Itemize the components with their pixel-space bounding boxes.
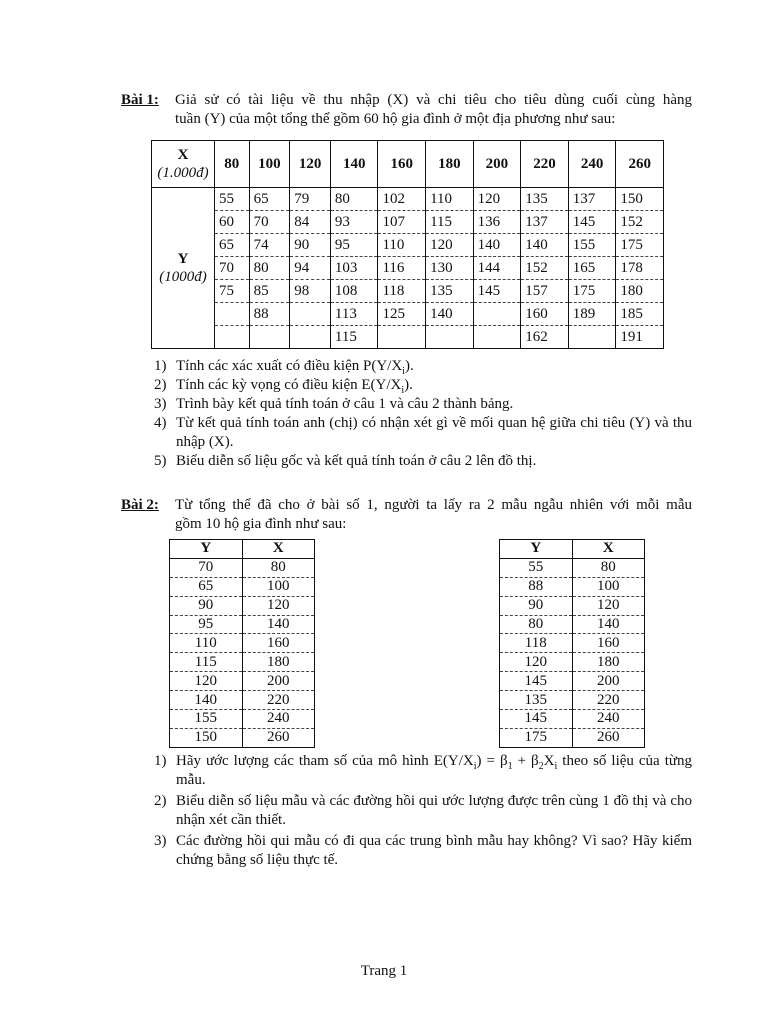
table-row — [500, 615, 645, 634]
table-cell: 88 — [249, 303, 290, 326]
table-cell: 95 — [330, 234, 378, 257]
table-cell: 191 — [616, 326, 664, 349]
table-cell: 136 — [473, 211, 521, 234]
table-cell: 70 — [249, 211, 290, 234]
table-row — [170, 615, 315, 634]
table-cell: 220 — [242, 691, 315, 710]
table-cell: 185 — [616, 303, 664, 326]
table-cell: 80 — [330, 188, 378, 211]
table-cell: 165 — [568, 257, 616, 280]
table-cell: 200 — [242, 672, 315, 691]
question-number: 4) — [154, 415, 167, 431]
table-row — [500, 728, 645, 747]
bai2-intro-line2: gồm 10 hộ gia đình như sau: — [175, 516, 347, 532]
table-cell: 140 — [473, 234, 521, 257]
table-cell: 160 — [242, 634, 315, 653]
table-cell: 135 — [500, 691, 573, 710]
table-cell — [215, 303, 250, 326]
table-cell: 110 — [426, 188, 474, 211]
bai1-question-2 — [154, 376, 692, 395]
table-row — [170, 634, 315, 653]
table-cell: 88 — [500, 577, 573, 596]
table-row — [170, 710, 315, 729]
x-value-header: 80 — [215, 141, 250, 188]
table-cell: 220 — [572, 691, 645, 710]
table-cell: 55 — [500, 558, 573, 577]
x-value-header: 160 — [378, 141, 426, 188]
bai2-questions — [154, 752, 692, 870]
table-cell: 145 — [500, 710, 573, 729]
table-cell — [426, 326, 474, 349]
table-cell: 75 — [215, 280, 250, 303]
table-cell: 93 — [330, 211, 378, 234]
bai2-question-2 — [154, 792, 692, 830]
question-number: 5) — [154, 453, 167, 469]
x-value-header: 260 — [616, 141, 664, 188]
table-cell: 85 — [249, 280, 290, 303]
table-cell: 100 — [572, 577, 645, 596]
table-cell: 178 — [616, 257, 664, 280]
y-label-cell — [152, 188, 215, 349]
table-cell: 240 — [242, 710, 315, 729]
q1-text-c: + β — [512, 753, 539, 769]
table-cell: 157 — [521, 280, 569, 303]
table-cell: 155 — [568, 234, 616, 257]
question-number: 3) — [154, 396, 167, 412]
table-cell: 80 — [242, 558, 315, 577]
page-footer — [0, 962, 768, 981]
table-cell: 98 — [290, 280, 331, 303]
table-cell: 135 — [426, 280, 474, 303]
table-cell: 145 — [568, 211, 616, 234]
table-row — [500, 558, 645, 577]
table-row — [170, 558, 315, 577]
bai2-question-1 — [154, 752, 692, 790]
table-cell: 140 — [170, 691, 243, 710]
table-row — [170, 577, 315, 596]
table-cell: 120 — [473, 188, 521, 211]
table-cell: 90 — [500, 596, 573, 615]
q1-text-e: theo số liệu của từng mẫu. — [176, 753, 692, 788]
sample2-x-header: X — [572, 540, 645, 559]
question-subscript: i — [402, 366, 405, 377]
table-cell: 145 — [473, 280, 521, 303]
x-value-header: 120 — [290, 141, 331, 188]
table-cell: 55 — [215, 188, 250, 211]
table-cell: 260 — [572, 728, 645, 747]
question-number: 2) — [154, 377, 167, 393]
table-cell: 115 — [170, 653, 243, 672]
table-cell: 120 — [170, 672, 243, 691]
bai2-heading: Bài 2: — [121, 497, 159, 513]
table-cell: 79 — [290, 188, 331, 211]
y-unit: (1000đ) — [159, 269, 207, 285]
table-cell: 140 — [426, 303, 474, 326]
question-tail: ). — [404, 358, 414, 374]
table-row — [500, 577, 645, 596]
table-cell: 180 — [616, 280, 664, 303]
table-cell: 120 — [500, 653, 573, 672]
table-cell: 102 — [378, 188, 426, 211]
question-text: Tính các xác xuất có điều kiện P(Y/X — [176, 358, 403, 374]
table-cell — [568, 326, 616, 349]
table-cell: 140 — [572, 615, 645, 634]
table-cell: 80 — [500, 615, 573, 634]
sample1-table — [169, 539, 315, 748]
table-cell: 130 — [426, 257, 474, 280]
bai2-intro-line1: Từ tổng thể đã cho ở bài số 1, người ta lấy ra 2 mẫu ngẫu nhiên với mỗi mẫu — [175, 497, 692, 513]
bai1-questions — [154, 357, 692, 471]
table-header-row — [152, 141, 664, 188]
question-number: 1) — [154, 358, 167, 374]
table-cell: 115 — [426, 211, 474, 234]
table-cell: 140 — [242, 615, 315, 634]
sample1-x-header: X — [242, 540, 315, 559]
table-cell: 65 — [249, 188, 290, 211]
x-label: X — [177, 147, 189, 163]
table-row — [152, 280, 664, 303]
x-value-header: 140 — [330, 141, 378, 188]
table-cell: 140 — [521, 234, 569, 257]
table-cell: 150 — [170, 728, 243, 747]
table-row — [500, 672, 645, 691]
question-text: Biểu diễn số liệu gốc và kết quả tính toán ở câu 2 lên đồ thị. — [176, 453, 537, 469]
table-cell: 107 — [378, 211, 426, 234]
table-cell: 120 — [426, 234, 474, 257]
x-unit: (1.000đ) — [157, 165, 209, 181]
table-row — [152, 326, 664, 349]
table-cell — [290, 326, 331, 349]
bai1-heading: Bài 1: — [121, 92, 159, 108]
bai1-intro-line2: tuần (Y) của một tổng thể gồm 60 hộ gia đình ở một địa phương như sau: — [175, 111, 616, 127]
q1-sub-2: 2 — [538, 761, 544, 772]
table-cell: 175 — [616, 234, 664, 257]
table-cell: 80 — [572, 558, 645, 577]
table-cell: 74 — [249, 234, 290, 257]
table-cell — [378, 326, 426, 349]
question-text: Từ kết quả tính toán anh (chị) có nhận xét gì về mối quan hệ giữa chi tiêu (Y) và thu nhập (X). — [176, 415, 692, 450]
q1-sub-1: 1 — [507, 761, 513, 772]
table-cell: 103 — [330, 257, 378, 280]
table-cell: 118 — [378, 280, 426, 303]
sample2-table — [499, 539, 645, 748]
table-cell: 116 — [378, 257, 426, 280]
table-row — [170, 672, 315, 691]
table-cell: 137 — [521, 211, 569, 234]
sample2-y-header: Y — [500, 540, 573, 559]
table-cell: 175 — [500, 728, 573, 747]
table-row — [170, 728, 315, 747]
income-expenditure-table — [151, 140, 664, 349]
bai1-intro — [175, 91, 692, 129]
table-cell: 240 — [572, 710, 645, 729]
table-cell: 125 — [378, 303, 426, 326]
table-cell: 95 — [170, 615, 243, 634]
question-subscript: i — [401, 385, 405, 396]
table-cell: 152 — [616, 211, 664, 234]
table-row — [500, 653, 645, 672]
question-text: Tính các kỳ vọng có điều kiện E(Y/X — [176, 377, 402, 393]
table-cell: 155 — [170, 710, 243, 729]
table-row — [170, 653, 315, 672]
table-cell: 135 — [521, 188, 569, 211]
table-cell: 94 — [290, 257, 331, 280]
table-cell: 65 — [215, 234, 250, 257]
q1-text-a: Hãy ước lượng các tham số của mô hình E(Y/X — [176, 753, 474, 769]
table-cell: 70 — [170, 558, 243, 577]
x-value-header: 100 — [249, 141, 290, 188]
x-header-cell — [152, 141, 215, 188]
table-cell — [249, 326, 290, 349]
table-cell — [215, 326, 250, 349]
table-row — [152, 257, 664, 280]
table-cell: 84 — [290, 211, 331, 234]
table-row — [500, 634, 645, 653]
x-value-header: 220 — [521, 141, 569, 188]
x-value-header: 240 — [568, 141, 616, 188]
table-row — [152, 303, 664, 326]
table-cell: 65 — [170, 577, 243, 596]
q1-text-d: X — [543, 753, 555, 769]
question-text: Trình bày kết quả tính toán ở câu 1 và câu 2 thành bảng. — [176, 396, 514, 412]
y-label: Y — [177, 251, 189, 267]
sample1-header-row — [170, 540, 315, 559]
table-cell: 180 — [242, 653, 315, 672]
bai2-question-2-text: Biểu diễn số liệu mẫu và các đường hồi qui ước lượng được trên cùng 1 đồ thị và cho nhận xét cần thiết. — [176, 793, 692, 828]
table-cell: 137 — [568, 188, 616, 211]
table-cell: 260 — [242, 728, 315, 747]
table-row — [170, 596, 315, 615]
bai1-question-5 — [154, 452, 692, 471]
table-cell: 80 — [249, 257, 290, 280]
q1-sub-i: i — [473, 761, 477, 772]
bai1-question-3 — [154, 395, 692, 414]
bai2-intro — [175, 496, 692, 534]
bai2-question-1-num: 1) — [154, 753, 167, 769]
table-cell: 144 — [473, 257, 521, 280]
table-cell — [473, 303, 521, 326]
table-cell: 150 — [616, 188, 664, 211]
table-cell — [290, 303, 331, 326]
sample2-header-row — [500, 540, 645, 559]
table-cell: 70 — [215, 257, 250, 280]
table-row — [152, 234, 664, 257]
table-cell: 162 — [521, 326, 569, 349]
table-cell: 110 — [378, 234, 426, 257]
bai2-question-3-num: 3) — [154, 833, 167, 849]
table-cell: 60 — [215, 211, 250, 234]
q1-sub-i2: i — [554, 761, 558, 772]
table-row — [170, 691, 315, 710]
sample1-y-header: Y — [170, 540, 243, 559]
table-row — [152, 188, 664, 211]
table-cell: 152 — [521, 257, 569, 280]
table-cell: 120 — [572, 596, 645, 615]
table-row — [500, 710, 645, 729]
x-value-header: 180 — [426, 141, 474, 188]
table-row — [152, 211, 664, 234]
bai2-question-3-text: Các đường hồi qui mẫu có đi qua các trung bình mẫu hay không? Vì sao? Hãy kiểm chứng bằng số liệu thực tế. — [176, 833, 692, 868]
bai1-intro-line1: Giả sử có tài liệu về thu nhập (X) và chi tiêu cho tiêu dùng cuối cùng hàng — [175, 92, 692, 108]
table-cell: 108 — [330, 280, 378, 303]
bai2-question-2-num: 2) — [154, 793, 167, 809]
bai2-question-3 — [154, 832, 692, 870]
table-cell: 90 — [290, 234, 331, 257]
question-tail: ). — [404, 377, 413, 393]
table-cell: 90 — [170, 596, 243, 615]
table-cell: 113 — [330, 303, 378, 326]
table-cell: 115 — [330, 326, 378, 349]
table-cell: 100 — [242, 577, 315, 596]
bai1-question-4 — [154, 414, 692, 452]
table-row — [500, 691, 645, 710]
page-number: Trang 1 — [360, 963, 408, 979]
table-cell: 110 — [170, 634, 243, 653]
x-value-header: 200 — [473, 141, 521, 188]
table-cell: 180 — [572, 653, 645, 672]
bai1-question-1 — [154, 357, 692, 376]
table-cell: 118 — [500, 634, 573, 653]
table-cell: 160 — [521, 303, 569, 326]
table-cell: 189 — [568, 303, 616, 326]
q1-text-b: ) = β — [476, 753, 508, 769]
table-cell: 160 — [572, 634, 645, 653]
table-cell: 120 — [242, 596, 315, 615]
table-cell: 175 — [568, 280, 616, 303]
table-cell — [473, 326, 521, 349]
table-row — [500, 596, 645, 615]
table-cell: 200 — [572, 672, 645, 691]
table-cell: 145 — [500, 672, 573, 691]
